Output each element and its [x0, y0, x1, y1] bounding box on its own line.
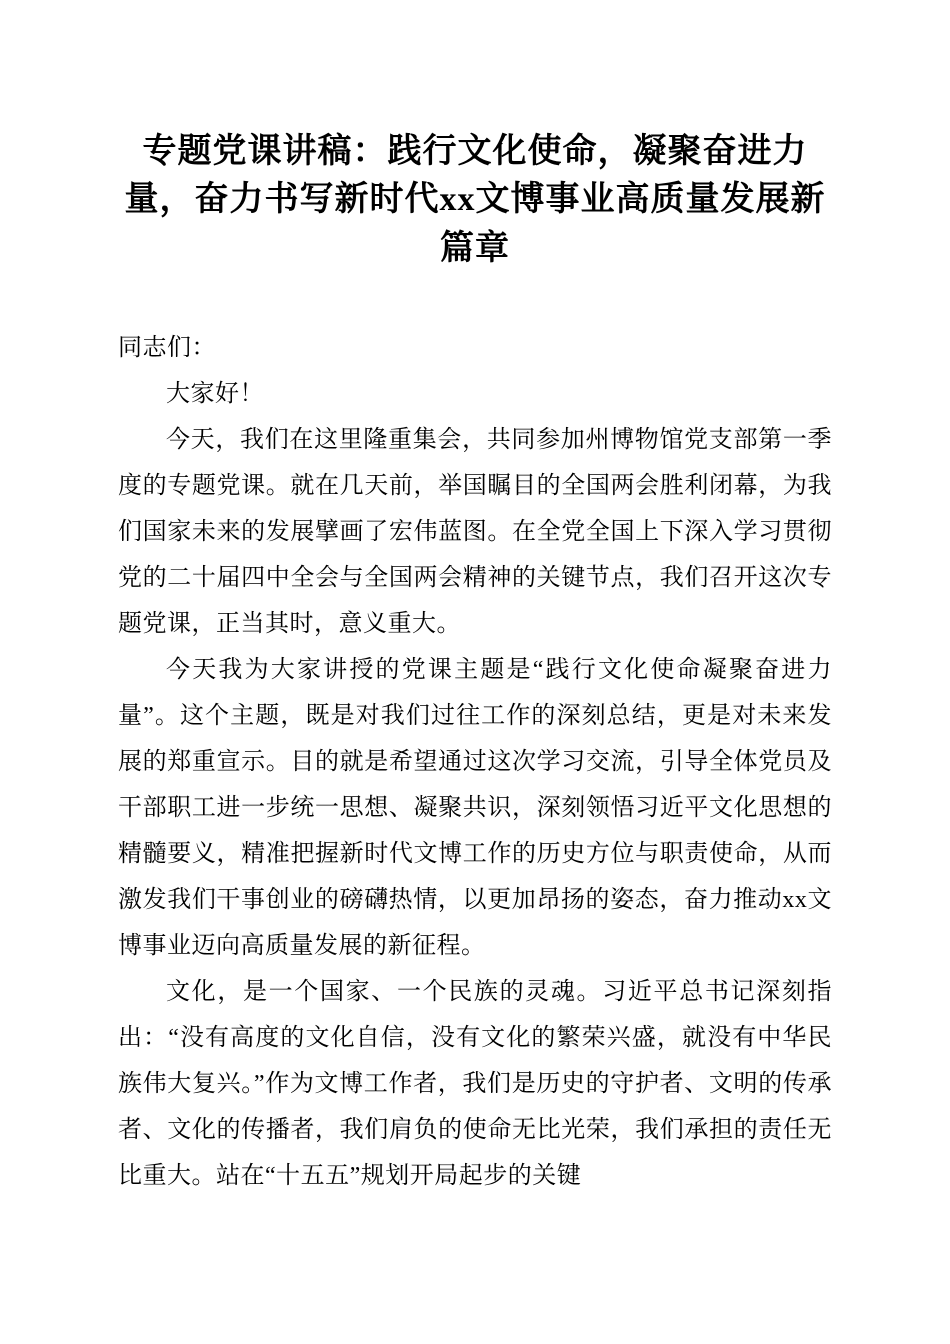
paragraph: 同志们： — [118, 334, 216, 361]
paragraph: 大家好！ — [166, 380, 264, 407]
document-title: 专题党课讲稿：践行文化使命，凝聚奋进力量，奋力书写新时代xx文博事业高质量发展新篇章 — [124, 133, 826, 267]
document-body — [118, 325, 832, 1199]
paragraph: 文化，是一个国家、一个民族的灵魂。习近平总书记深刻指出：“没有高度的文化自信，没有文化的繁荣兴盛，就没有中华民族伟大复兴。”作为文博工作者，我们是历史的守护者、文明的传承者、文化的传播者，我们肩负的使命无比光荣，我们承担的责任无比重大。站在“十五五”规划开局起步的关键 — [118, 978, 832, 1189]
paragraph: 今天，我们在这里隆重集会，共同参加州博物馆党支部第一季度的专题党课。就在几天前，举国瞩目的全国两会胜利闭幕，为我们国家未来的发展擘画了宏伟蓝图。在全党全国上下深入学习贯彻党的二十届四中全会与全国两会精神的关键节点，我们召开这次专题党课，正当其时，意义重大。 — [118, 426, 832, 637]
paragraph: 今天我为大家讲授的党课主题是“践行文化使命凝聚奋进力量”。这个主题，既是对我们过往工作的深刻总结，更是对未来发展的郑重宣示。目的就是希望通过这次学习交流，引导全体党员及干部职工进一步统一思想、凝聚共识，深刻领悟习近平文化思想的精髓要义，精准把握新时代文博工作的历史方位与职责使命，从而激发我们干事创业的磅礴热情，以更加昂扬的姿态，奋力推动xx文博事业迈向高质量发展的新征程。 — [118, 656, 832, 959]
